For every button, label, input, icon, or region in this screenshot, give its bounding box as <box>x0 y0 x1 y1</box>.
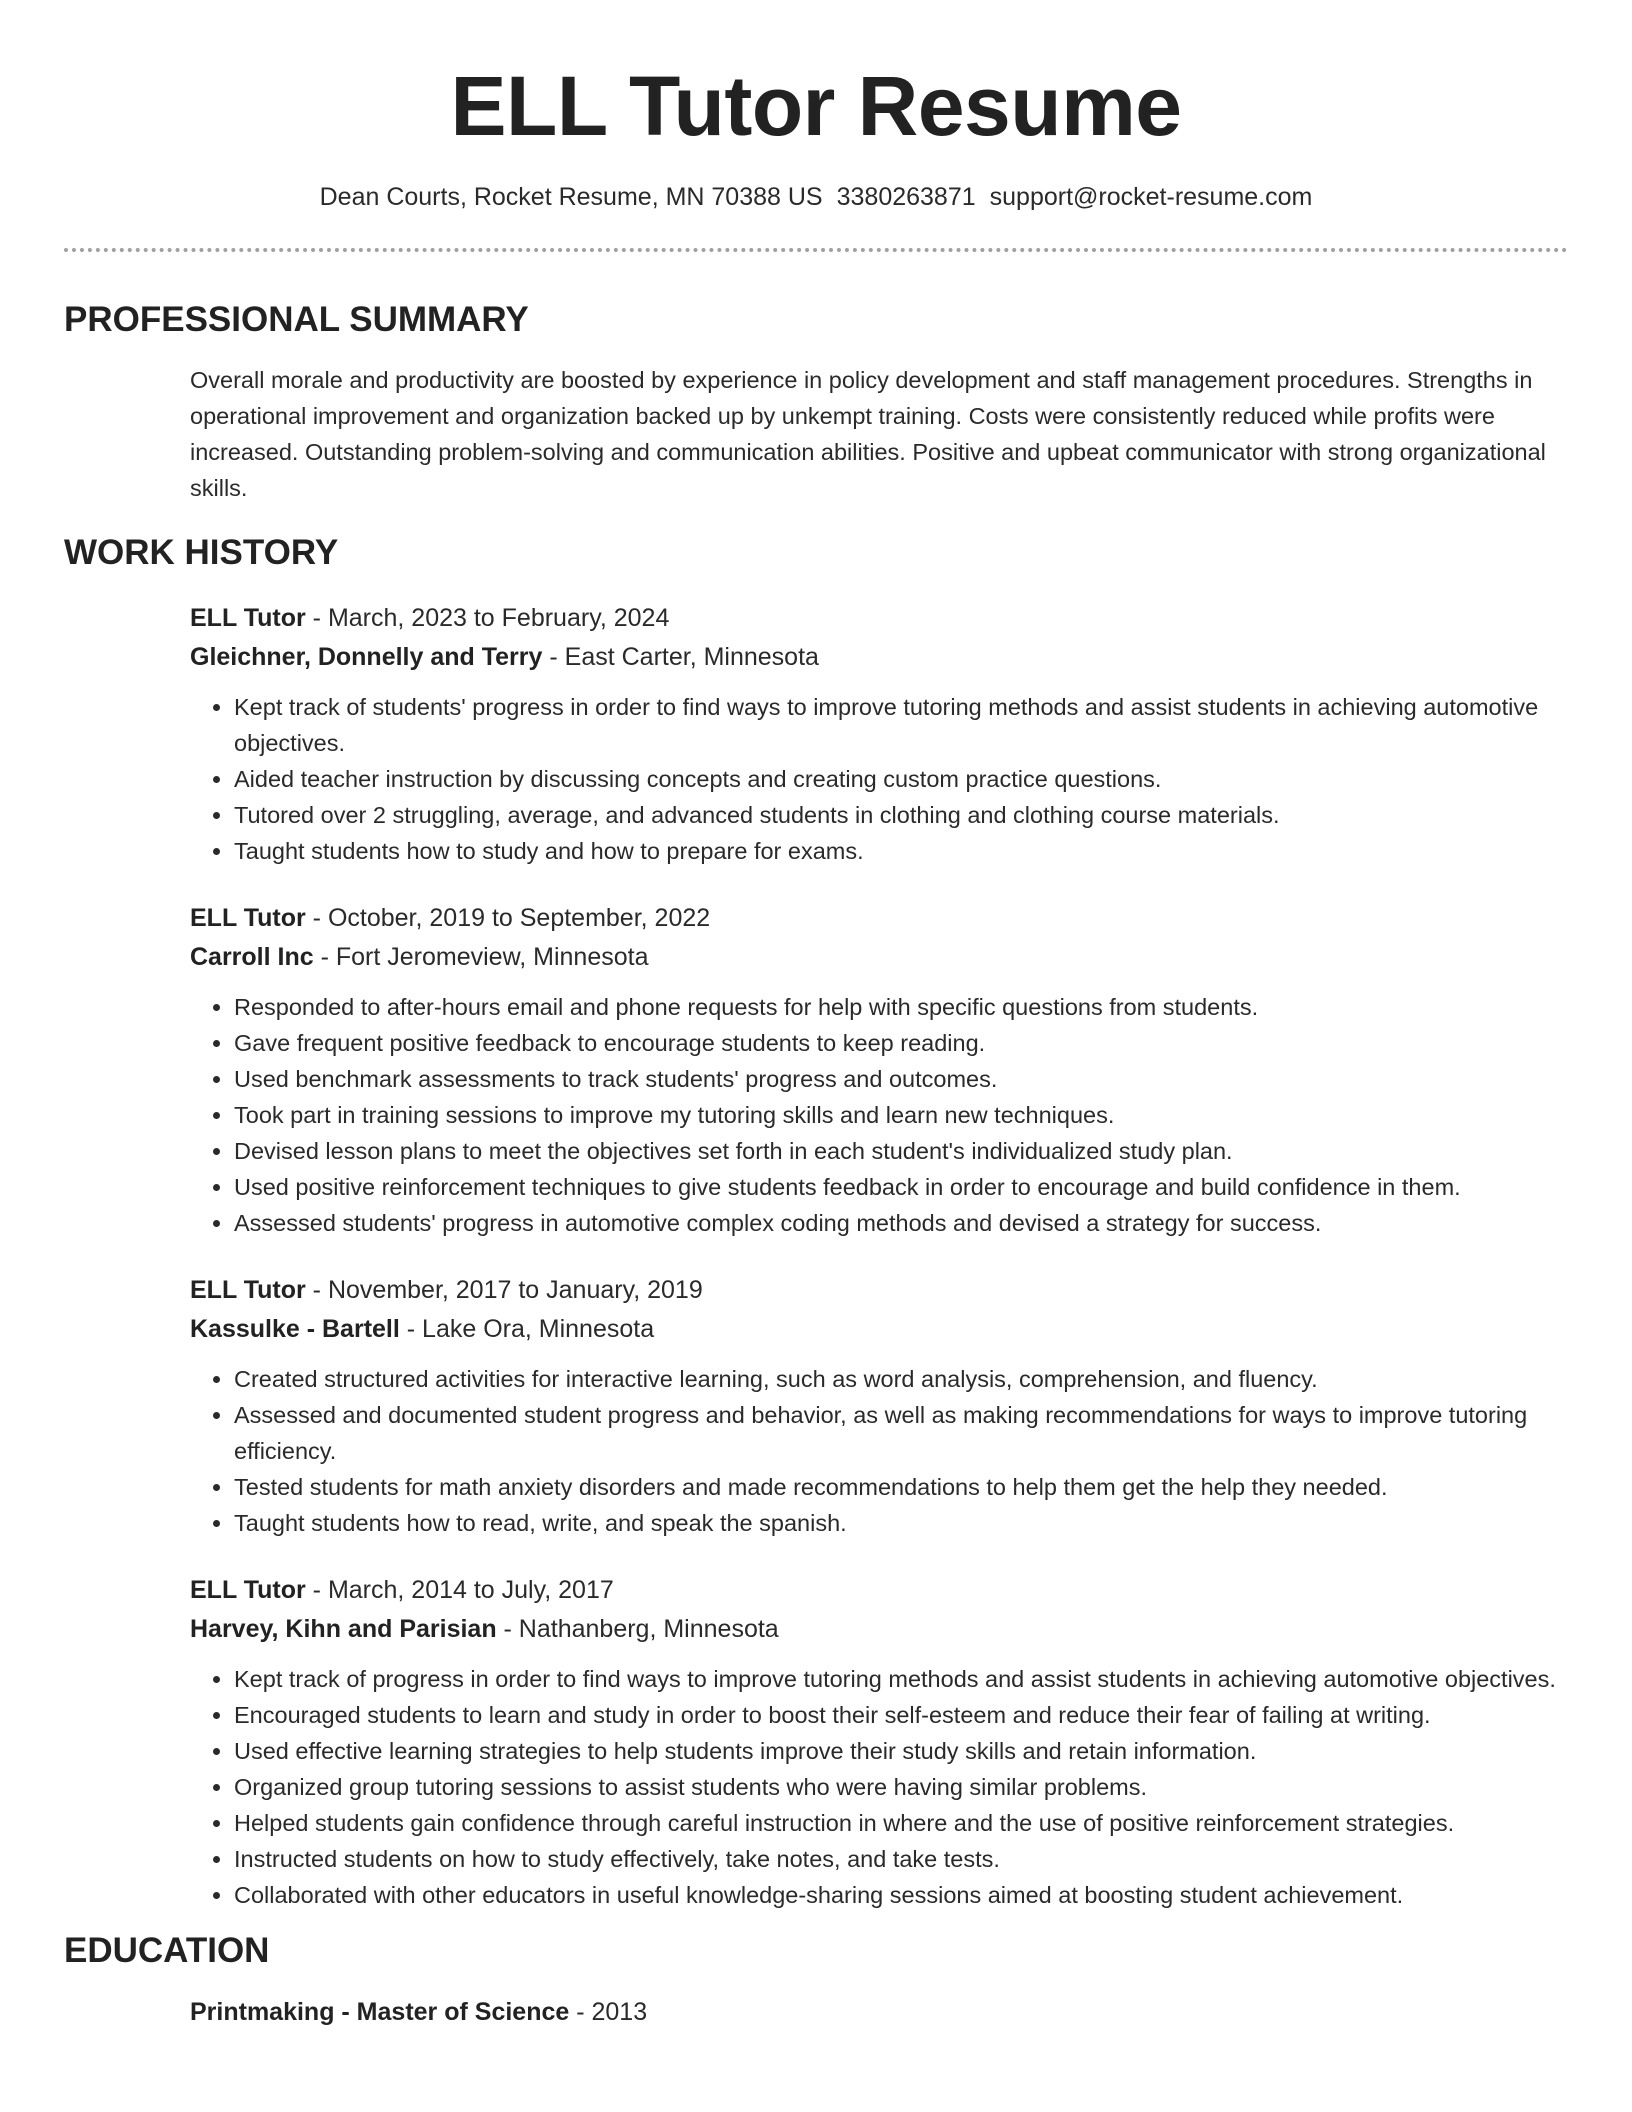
contact-line <box>64 180 1568 214</box>
education-degree: Printmaking - Master of Science <box>190 1998 570 2026</box>
education-year: - 2013 <box>569 1998 648 2026</box>
job-title-line <box>190 1571 1568 1610</box>
job-bullet: • Devised lesson plans to meet the objectives set forth in each student's individualized study plan. <box>234 1133 1568 1169</box>
job-bullet: • Used benchmark assessments to track students' progress and outcomes. <box>234 1061 1568 1097</box>
job-bullet: • Organized group tutoring sessions to assist students who were having similar problems. <box>234 1769 1568 1805</box>
job-entry <box>190 1271 1568 1541</box>
job-dates: - October, 2019 to September, 2022 <box>305 904 711 932</box>
job-bullet: • Tested students for math anxiety disorders and made recommendations to help them get the help they needed. <box>234 1469 1568 1505</box>
job-company: Harvey, Kihn and Parisian <box>190 1615 497 1643</box>
job-bullets <box>190 1361 1568 1541</box>
job-location: - Lake Ora, Minnesota <box>399 1315 655 1343</box>
job-title-line <box>190 599 1568 638</box>
job-bullet: • Gave frequent positive feedback to encourage students to keep reading. <box>234 1025 1568 1061</box>
summary-heading: PROFESSIONAL SUMMARY <box>64 300 529 339</box>
job-bullet: • Aided teacher instruction by discussing concepts and creating custom practice questions. <box>234 761 1568 797</box>
job-bullet: • Kept track of students' progress in order to find ways to improve tutoring methods and assist students in achieving automotive objectives. <box>234 689 1568 761</box>
job-location: - East Carter, Minnesota <box>542 643 819 671</box>
job-dates: - March, 2014 to July, 2017 <box>305 1576 614 1604</box>
job-bullet: • Responded to after-hours email and phone requests for help with specific questions from students. <box>234 989 1568 1025</box>
job-dates: - November, 2017 to January, 2019 <box>305 1276 703 1304</box>
summary-section <box>190 362 1568 506</box>
job-location: - Nathanberg, Minnesota <box>496 1615 779 1643</box>
job-company: Kassulke - Bartell <box>190 1315 400 1343</box>
job-entry <box>190 1571 1568 1913</box>
contact-email[interactable]: support@rocket-resume.com <box>989 183 1313 211</box>
job-company-line <box>190 1310 1568 1349</box>
job-title-line <box>190 1271 1568 1310</box>
job-bullet: • Used positive reinforcement techniques to give students feedback in order to encourage and build confidence in them. <box>234 1169 1568 1205</box>
job-title: ELL Tutor <box>190 604 306 632</box>
job-location: - Fort Jeromeview, Minnesota <box>313 943 649 971</box>
job-company: Gleichner, Donnelly and Terry <box>190 643 543 671</box>
job-bullet: • Taught students how to read, write, and speak the spanish. <box>234 1505 1568 1541</box>
job-title: ELL Tutor <box>190 904 306 932</box>
education-section <box>190 1993 1568 2032</box>
job-bullet: • Tutored over 2 struggling, average, and advanced students in clothing and clothing course materials. <box>234 797 1568 833</box>
job-bullet: • Helped students gain confidence through careful instruction in where and the use of positive reinforcement strategies. <box>234 1805 1568 1841</box>
job-bullet: • Encouraged students to learn and study in order to boost their self-esteem and reduce their fear of failing at writing. <box>234 1697 1568 1733</box>
job-bullets <box>190 989 1568 1241</box>
education-heading: EDUCATION <box>64 1931 270 1970</box>
work-history-heading: WORK HISTORY <box>64 533 339 572</box>
summary-text: Overall morale and productivity are boosted by experience in policy development and staff management procedures. Strengths in operational improvement and organization backed up by unkempt training. Costs were consistently reduced while profits were increased. Outstanding problem-solving and communication abilities. Positive and upbeat communicator with strong organizational skills. <box>190 367 1546 501</box>
job-entry <box>190 599 1568 869</box>
work-history-section <box>190 599 1568 1913</box>
job-entry <box>190 899 1568 1241</box>
job-bullet: • Assessed students' progress in automotive complex coding methods and devised a strategy for success. <box>234 1205 1568 1241</box>
education-entry <box>190 1993 1568 2032</box>
job-bullet: • Collaborated with other educators in useful knowledge-sharing sessions aimed at boosting student achievement. <box>234 1877 1568 1913</box>
resume-title: ELL Tutor Resume <box>450 59 1182 153</box>
header-divider <box>64 248 1568 252</box>
job-company-line <box>190 938 1568 977</box>
job-bullet: • Taught students how to study and how to prepare for exams. <box>234 833 1568 869</box>
job-bullet: • Created structured activities for interactive learning, such as word analysis, comprehension, and fluency. <box>234 1361 1568 1397</box>
job-company-line <box>190 638 1568 677</box>
job-bullets <box>190 1661 1568 1913</box>
job-title-line <box>190 899 1568 938</box>
contact-phone: 3380263871 <box>836 183 976 211</box>
job-company-line <box>190 1610 1568 1649</box>
contact-address: Dean Courts, Rocket Resume, MN 70388 US <box>319 183 823 211</box>
job-bullet: • Used effective learning strategies to help students improve their study skills and retain information. <box>234 1733 1568 1769</box>
job-bullets <box>190 689 1568 869</box>
job-title: ELL Tutor <box>190 1576 306 1604</box>
job-dates: - March, 2023 to February, 2024 <box>305 604 670 632</box>
job-company: Carroll Inc <box>190 943 314 971</box>
job-bullet: • Took part in training sessions to improve my tutoring skills and learn new techniques. <box>234 1097 1568 1133</box>
job-bullet: • Kept track of progress in order to find ways to improve tutoring methods and assist students in achieving automotive objectives. <box>234 1661 1568 1697</box>
job-bullet: • Assessed and documented student progress and behavior, as well as making recommendations for ways to improve tutoring efficiency. <box>234 1397 1568 1469</box>
job-bullet: • Instructed students on how to study effectively, take notes, and take tests. <box>234 1841 1568 1877</box>
job-title: ELL Tutor <box>190 1276 306 1304</box>
